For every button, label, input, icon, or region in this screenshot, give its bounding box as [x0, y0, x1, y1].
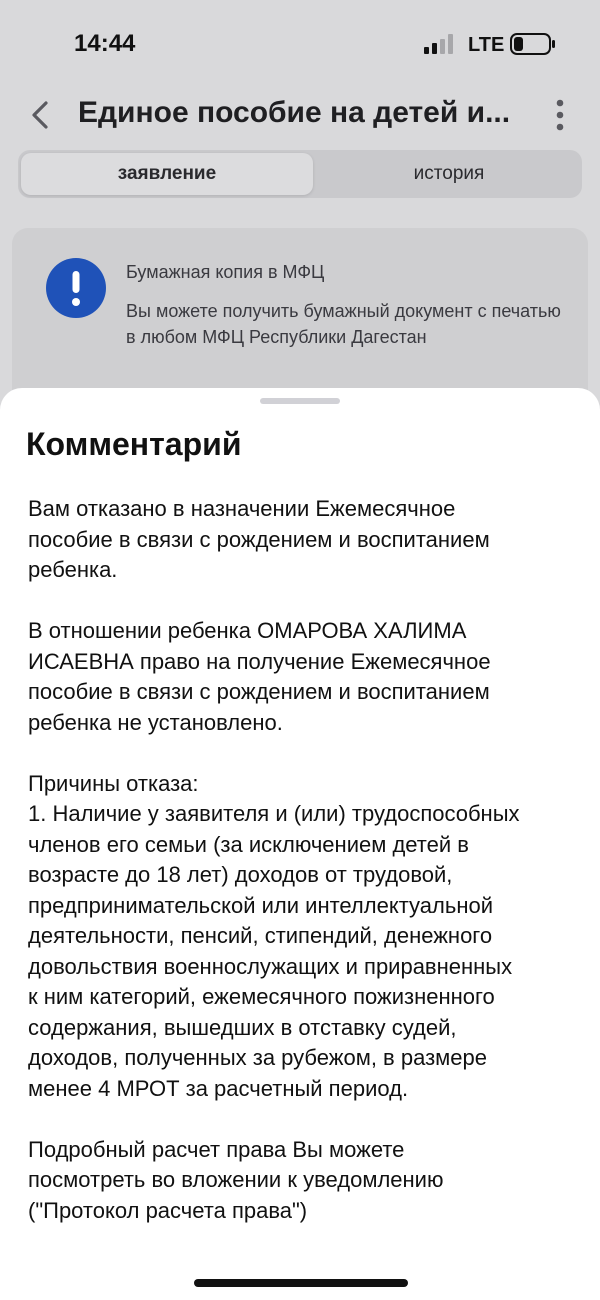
- comment-text: Вам отказано в назначении Ежемесячное пособие в связи с рождением и воспитанием ребенка. В отношении ребенка ОМАРОВА ХАЛИМА ИСАЕВНА право на получение Ежемесячное пособие в связи с рождением и воспитанием ребенка не установлено. Причины отказа: 1. Наличие у заявителя и (или) трудоспособных членов его семьи (за исключением детей в возрасте до 18 лет) доходов от трудовой, предпринимательской или интеллектуальной деятельности, пенсий, стипендий, денежного довольствия военнослужащих и приравненных к ним категорий, ежемесячного пожизненного содержания, вышедших в отставку судей, доходов, полученных за рубежом, в размере менее 4 МРОТ за расчетный период. Подробный расчет права Вы можете посмотреть во вложении к уведомлению ("Протокол расчета права"): [28, 496, 520, 1223]
- sheet-title: Комментарий: [26, 426, 242, 462]
- status-time: 14:44: [74, 30, 136, 57]
- signal-strength-icon: [424, 34, 458, 54]
- tab-switcher: [18, 150, 582, 198]
- info-card-title: Бумажная копия в МФЦ: [126, 262, 325, 282]
- sheet-grabber-handle[interactable]: [260, 398, 340, 404]
- tab-history[interactable]: история: [413, 163, 485, 184]
- comment-bottom-sheet: [0, 388, 600, 1300]
- status-bar: [0, 0, 600, 88]
- tab-application[interactable]: заявление: [21, 153, 313, 195]
- navigation-bar: [0, 88, 600, 144]
- network-type: LTE: [468, 34, 505, 56]
- page-title: Единое пособие на детей и...: [78, 96, 511, 129]
- back-chevron-icon[interactable]: [24, 98, 58, 132]
- home-indicator[interactable]: [194, 1279, 408, 1287]
- info-card-text: Вы можете получить бумажный документ с печатью в любом МФЦ Республики Дагестан: [126, 301, 561, 347]
- more-options-icon[interactable]: [546, 98, 574, 132]
- battery-icon: [510, 33, 556, 55]
- exclamation-icon: [46, 258, 106, 318]
